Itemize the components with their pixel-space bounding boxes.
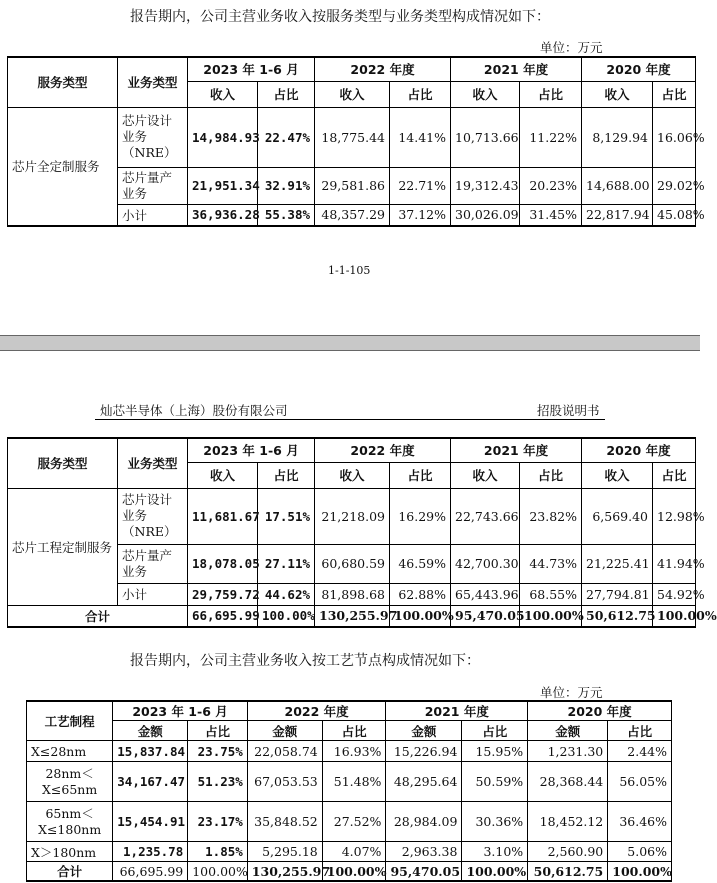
table-row bbox=[27, 802, 672, 842]
header-rule bbox=[95, 419, 605, 420]
cell-value: 100.00% bbox=[462, 862, 528, 882]
header-process: 工艺制程 bbox=[27, 701, 113, 741]
header-period-2023h1: 2023 年 1-6 月 bbox=[188, 57, 315, 81]
group-label-full-custom: 芯片全定制服务 bbox=[8, 107, 118, 226]
cell-value: 51.23% bbox=[188, 762, 248, 802]
cell-value: 51.48% bbox=[322, 762, 386, 802]
header-business-type: 业务类型 bbox=[118, 438, 188, 488]
header-amount: 金额 bbox=[113, 721, 188, 741]
header-period-2021: 2021 年度 bbox=[386, 701, 528, 721]
cell-value: 55.38% bbox=[258, 204, 315, 226]
header-service-type: 服务类型 bbox=[8, 57, 118, 107]
header-document-title: 招股说明书 bbox=[537, 403, 600, 418]
cell-value: 48,357.29 bbox=[315, 204, 390, 226]
cell-value: 14,984.93 bbox=[188, 107, 258, 167]
header-income: 收入 bbox=[451, 81, 520, 107]
cell-value: 68.55% bbox=[520, 583, 582, 605]
header-ratio: 占比 bbox=[258, 462, 315, 488]
row-label: X≤28nm bbox=[27, 741, 113, 762]
row-label: 芯片量产业务 bbox=[118, 544, 188, 583]
cell-value: 2,560.90 bbox=[528, 842, 608, 862]
header-income: 收入 bbox=[582, 81, 653, 107]
cell-value: 20.23% bbox=[520, 167, 582, 204]
header-period-2020: 2020 年度 bbox=[582, 57, 696, 81]
row-label: 芯片设计业务（NRE） bbox=[118, 488, 188, 544]
cell-value: 22,743.66 bbox=[451, 488, 520, 544]
cell-value: 44.73% bbox=[520, 544, 582, 583]
cell-value: 14,688.00 bbox=[582, 167, 653, 204]
cell-value: 16.93% bbox=[322, 741, 386, 762]
table-row bbox=[27, 842, 672, 862]
header-company-name: 灿芯半导体（上海）股份有限公司 bbox=[100, 403, 288, 418]
header-income: 收入 bbox=[315, 81, 390, 107]
cell-value: 67,053.53 bbox=[247, 762, 322, 802]
cell-value: 12.98% bbox=[653, 488, 696, 544]
cell-value: 22.47% bbox=[258, 107, 315, 167]
cell-value: 15,837.84 bbox=[113, 741, 188, 762]
header-amount: 金额 bbox=[386, 721, 462, 741]
cell-value: 28,368.44 bbox=[528, 762, 608, 802]
cell-value: 41.94% bbox=[653, 544, 696, 583]
cell-value: 35,848.52 bbox=[247, 802, 322, 842]
cell-value: 37.12% bbox=[390, 204, 451, 226]
revenue-table-full-custom bbox=[7, 56, 705, 227]
cell-value: 22,058.74 bbox=[247, 741, 322, 762]
cell-value: 100.00% bbox=[188, 862, 248, 882]
header-ratio: 占比 bbox=[653, 81, 696, 107]
total-label: 合计 bbox=[27, 862, 113, 882]
cell-value: 27.52% bbox=[322, 802, 386, 842]
cell-value: 44.62% bbox=[258, 583, 315, 605]
header-service-type: 服务类型 bbox=[8, 438, 118, 488]
cell-value: 23.82% bbox=[520, 488, 582, 544]
cell-value: 42,700.30 bbox=[451, 544, 520, 583]
header-period-2020: 2020 年度 bbox=[528, 701, 672, 721]
cell-value: 15,454.91 bbox=[113, 802, 188, 842]
cell-value: 31.45% bbox=[520, 204, 582, 226]
header-ratio: 占比 bbox=[653, 462, 696, 488]
cell-value: 66,695.99 bbox=[188, 605, 258, 627]
intro-text-process-node: 报告期内，公司主营业务收入按工艺节点构成情况如下： bbox=[130, 653, 480, 669]
cell-value: 23.75% bbox=[188, 741, 248, 762]
cell-value: 30.36% bbox=[462, 802, 528, 842]
cell-value: 1.85% bbox=[188, 842, 248, 862]
cell-value: 16.29% bbox=[390, 488, 451, 544]
table-row bbox=[8, 107, 696, 167]
header-period-2022: 2022 年度 bbox=[315, 438, 451, 462]
header-period-2020: 2020 年度 bbox=[582, 438, 696, 462]
cell-value: 1,231.30 bbox=[528, 741, 608, 762]
cell-value: 50.59% bbox=[462, 762, 528, 802]
header-period-2023h1: 2023 年 1-6 月 bbox=[188, 438, 315, 462]
cell-value: 62.88% bbox=[390, 583, 451, 605]
header-income: 收入 bbox=[188, 462, 258, 488]
cell-value: 14.41% bbox=[390, 107, 451, 167]
table-row-total bbox=[27, 862, 672, 882]
cell-value: 22,817.94 bbox=[582, 204, 653, 226]
page-gap bbox=[0, 336, 700, 350]
cell-value: 3.10% bbox=[462, 842, 528, 862]
revenue-table-engineering-custom bbox=[7, 437, 717, 628]
table-row bbox=[27, 762, 672, 802]
cell-value: 100.00% bbox=[322, 862, 386, 882]
cell-value: 81,898.68 bbox=[315, 583, 390, 605]
cell-value: 100.00% bbox=[653, 605, 696, 627]
header-ratio: 占比 bbox=[462, 721, 528, 741]
cell-value: 8,129.94 bbox=[582, 107, 653, 167]
cell-value: 36,936.28 bbox=[188, 204, 258, 226]
header-period-2022: 2022 年度 bbox=[247, 701, 386, 721]
header-ratio: 占比 bbox=[322, 721, 386, 741]
cell-value: 19,312.43 bbox=[451, 167, 520, 204]
cell-value: 30,026.09 bbox=[451, 204, 520, 226]
total-label: 合计 bbox=[8, 605, 188, 627]
cell-value: 17.51% bbox=[258, 488, 315, 544]
cell-value: 18,078.05 bbox=[188, 544, 258, 583]
header-income: 收入 bbox=[582, 462, 653, 488]
cell-value: 5.06% bbox=[608, 842, 672, 862]
header-ratio: 占比 bbox=[188, 721, 248, 741]
cell-value: 48,295.64 bbox=[386, 762, 462, 802]
cell-value: 28,984.09 bbox=[386, 802, 462, 842]
cell-value: 130,255.97 bbox=[247, 862, 322, 882]
cell-value: 50,612.75 bbox=[528, 862, 608, 882]
cell-value: 32.91% bbox=[258, 167, 315, 204]
row-label: 65nm＜X≤180nm bbox=[27, 802, 113, 842]
cell-value: 65,443.96 bbox=[451, 583, 520, 605]
row-label: 28nm＜X≤65nm bbox=[27, 762, 113, 802]
cell-value: 1,235.78 bbox=[113, 842, 188, 862]
cell-value: 11.22% bbox=[520, 107, 582, 167]
cell-value: 34,167.47 bbox=[113, 762, 188, 802]
row-label: 芯片量产业务 bbox=[118, 167, 188, 204]
header-period-2023h1: 2023 年 1-6 月 bbox=[113, 701, 248, 721]
cell-value: 100.00% bbox=[608, 862, 672, 882]
cell-value: 16.06% bbox=[653, 107, 696, 167]
cell-value: 66,695.99 bbox=[113, 862, 188, 882]
header-amount: 金额 bbox=[247, 721, 322, 741]
unit-label-2: 单位：万元 bbox=[540, 685, 603, 700]
unit-label-1: 单位：万元 bbox=[540, 40, 603, 55]
intro-text-service-type: 报告期内，公司主营业务收入按服务类型与业务类型构成情况如下： bbox=[130, 9, 550, 25]
header-income: 收入 bbox=[188, 81, 258, 107]
cell-value: 2.44% bbox=[608, 741, 672, 762]
cell-value: 10,713.66 bbox=[451, 107, 520, 167]
revenue-table-process-node bbox=[26, 700, 672, 882]
cell-value: 60,680.59 bbox=[315, 544, 390, 583]
page-separator bbox=[0, 350, 700, 351]
cell-value: 100.00% bbox=[258, 605, 315, 627]
cell-value: 18,452.12 bbox=[528, 802, 608, 842]
cell-value: 50,612.75 bbox=[582, 605, 653, 627]
header-ratio: 占比 bbox=[608, 721, 672, 741]
header-ratio: 占比 bbox=[520, 462, 582, 488]
cell-value: 11,681.67 bbox=[188, 488, 258, 544]
cell-value: 4.07% bbox=[322, 842, 386, 862]
cell-value: 100.00% bbox=[520, 605, 582, 627]
cell-value: 29,581.86 bbox=[315, 167, 390, 204]
row-label: 小计 bbox=[118, 583, 188, 605]
row-label: X＞180nm bbox=[27, 842, 113, 862]
cell-value: 100.00% bbox=[390, 605, 451, 627]
header-period-2021: 2021 年度 bbox=[451, 57, 582, 81]
header-business-type: 业务类型 bbox=[118, 57, 188, 107]
cell-value: 46.59% bbox=[390, 544, 451, 583]
cell-value: 22.71% bbox=[390, 167, 451, 204]
cell-value: 21,951.34 bbox=[188, 167, 258, 204]
cell-value: 29,759.72 bbox=[188, 583, 258, 605]
cell-value: 56.05% bbox=[608, 762, 672, 802]
cell-value: 5,295.18 bbox=[247, 842, 322, 862]
header-ratio: 占比 bbox=[520, 81, 582, 107]
header-period-2022: 2022 年度 bbox=[315, 57, 451, 81]
cell-value: 27,794.81 bbox=[582, 583, 653, 605]
cell-value: 95,470.05 bbox=[451, 605, 520, 627]
table-row bbox=[27, 741, 672, 762]
cell-value: 6,569.40 bbox=[582, 488, 653, 544]
cell-value: 27.11% bbox=[258, 544, 315, 583]
page-number: 1-1-105 bbox=[328, 264, 371, 277]
header-ratio: 占比 bbox=[258, 81, 315, 107]
cell-value: 23.17% bbox=[188, 802, 248, 842]
header-ratio: 占比 bbox=[390, 81, 451, 107]
group-label-engineering-custom: 芯片工程定制服务 bbox=[8, 488, 118, 605]
cell-value: 130,255.97 bbox=[315, 605, 390, 627]
table-row-total bbox=[8, 605, 696, 627]
header-amount: 金额 bbox=[528, 721, 608, 741]
row-label: 芯片设计业务（NRE） bbox=[118, 107, 188, 167]
cell-value: 21,218.09 bbox=[315, 488, 390, 544]
cell-value: 36.46% bbox=[608, 802, 672, 842]
cell-value: 21,225.41 bbox=[582, 544, 653, 583]
cell-value: 45.08% bbox=[653, 204, 696, 226]
cell-value: 95,470.05 bbox=[386, 862, 462, 882]
header-ratio: 占比 bbox=[390, 462, 451, 488]
cell-value: 15.95% bbox=[462, 741, 528, 762]
header-income: 收入 bbox=[451, 462, 520, 488]
cell-value: 29.02% bbox=[653, 167, 696, 204]
header-period-2021: 2021 年度 bbox=[451, 438, 582, 462]
cell-value: 18,775.44 bbox=[315, 107, 390, 167]
cell-value: 15,226.94 bbox=[386, 741, 462, 762]
cell-value: 54.92% bbox=[653, 583, 696, 605]
cell-value: 2,963.38 bbox=[386, 842, 462, 862]
header-income: 收入 bbox=[315, 462, 390, 488]
row-label: 小计 bbox=[118, 204, 188, 226]
table-row bbox=[8, 488, 696, 544]
